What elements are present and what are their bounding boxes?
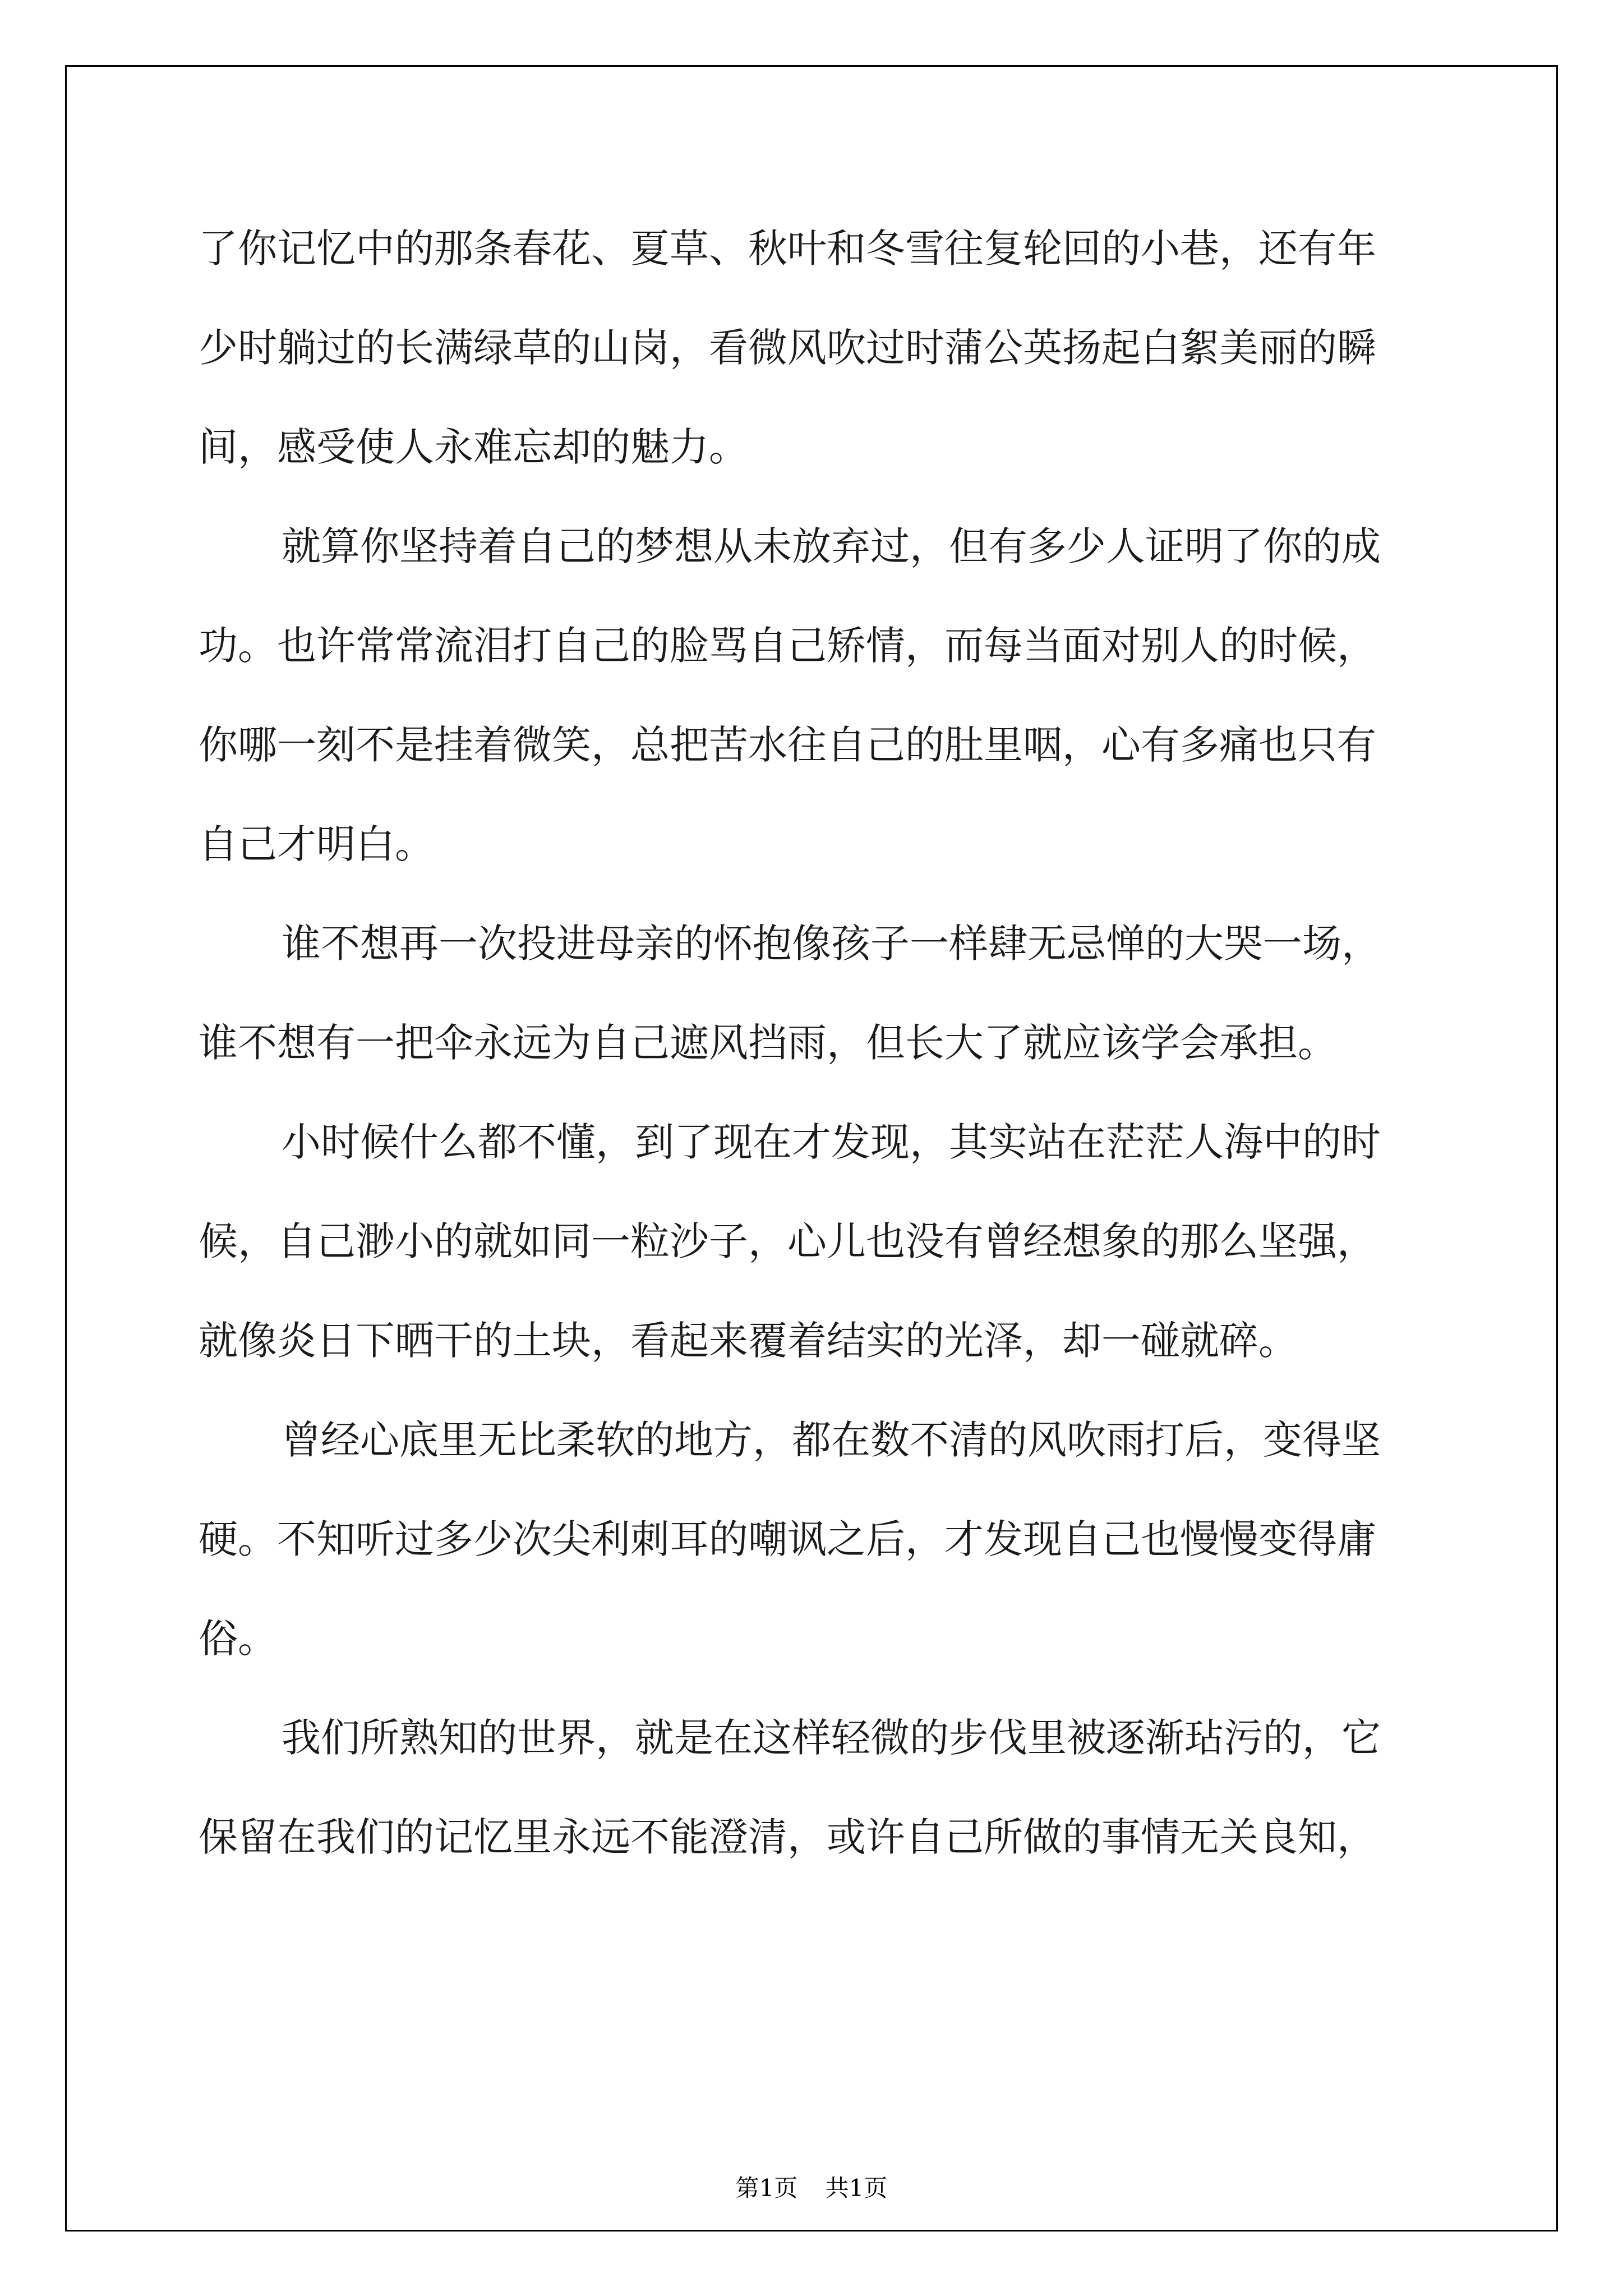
paragraph-line: 谁不想再一次投进母亲的怀抱像孩子一样肆无忌惮的大哭一场， xyxy=(282,921,1381,967)
paragraph-line: 曾经心底里无比柔软的地方，都在数不清的风吹雨打后，变得坚 xyxy=(282,1417,1381,1463)
page-footer xyxy=(0,2170,1623,2203)
paragraph-line: 就算你坚持着自己的梦想从未放弃过，但有多少人证明了你的成 xyxy=(282,523,1381,569)
paragraph-line: 你哪一刻不是挂着微笑，总把苦水往自己的肚里咽，心有多痛也只有 xyxy=(199,722,1376,768)
paragraph-line: 间，感受使人永难忘却的魅力。 xyxy=(199,424,748,470)
paragraph-line: 了你记忆中的那条春花、夏草、秋叶和冬雪往复轮回的小巷，还有年 xyxy=(199,226,1376,272)
page-number: 第1页 xyxy=(735,2174,798,2202)
paragraph-line: 小时候什么都不懂，到了现在才发现，其实站在茫茫人海中的时 xyxy=(282,1119,1381,1165)
paragraph-line: 保留在我们的记忆里永远不能澄清，或许自己所做的事情无关良知， xyxy=(199,1814,1376,1860)
paragraph-line: 俗。 xyxy=(199,1616,277,1662)
paragraph-line: 我们所熟知的世界，就是在这样轻微的步伐里被逐渐玷污的，它 xyxy=(282,1715,1381,1761)
paragraph-line: 少时躺过的长满绿草的山岗，看微风吹过时蒲公英扬起白絮美丽的瞬 xyxy=(199,325,1376,371)
document-body xyxy=(199,199,1430,1887)
paragraph-line: 候，自己渺小的就如同一粒沙子，心儿也没有曾经想象的那么坚强， xyxy=(199,1218,1376,1264)
page-total: 共1页 xyxy=(825,2174,888,2202)
paragraph-line: 就像炎日下晒干的土块，看起来覆着结实的光泽，却一碰就碎。 xyxy=(199,1318,1298,1364)
paragraph-line: 硬。不知听过多少次尖利刺耳的嘲讽之后，才发现自己也慢慢变得庸 xyxy=(199,1516,1376,1562)
paragraph-line: 谁不想有一把伞永远为自己遮风挡雨，但长大了就应该学会承担。 xyxy=(199,1020,1337,1066)
paragraph-line: 自己才明白。 xyxy=(199,821,434,867)
paragraph-line: 功。也许常常流泪打自己的脸骂自己矫情，而每当面对别人的时候， xyxy=(199,623,1376,669)
